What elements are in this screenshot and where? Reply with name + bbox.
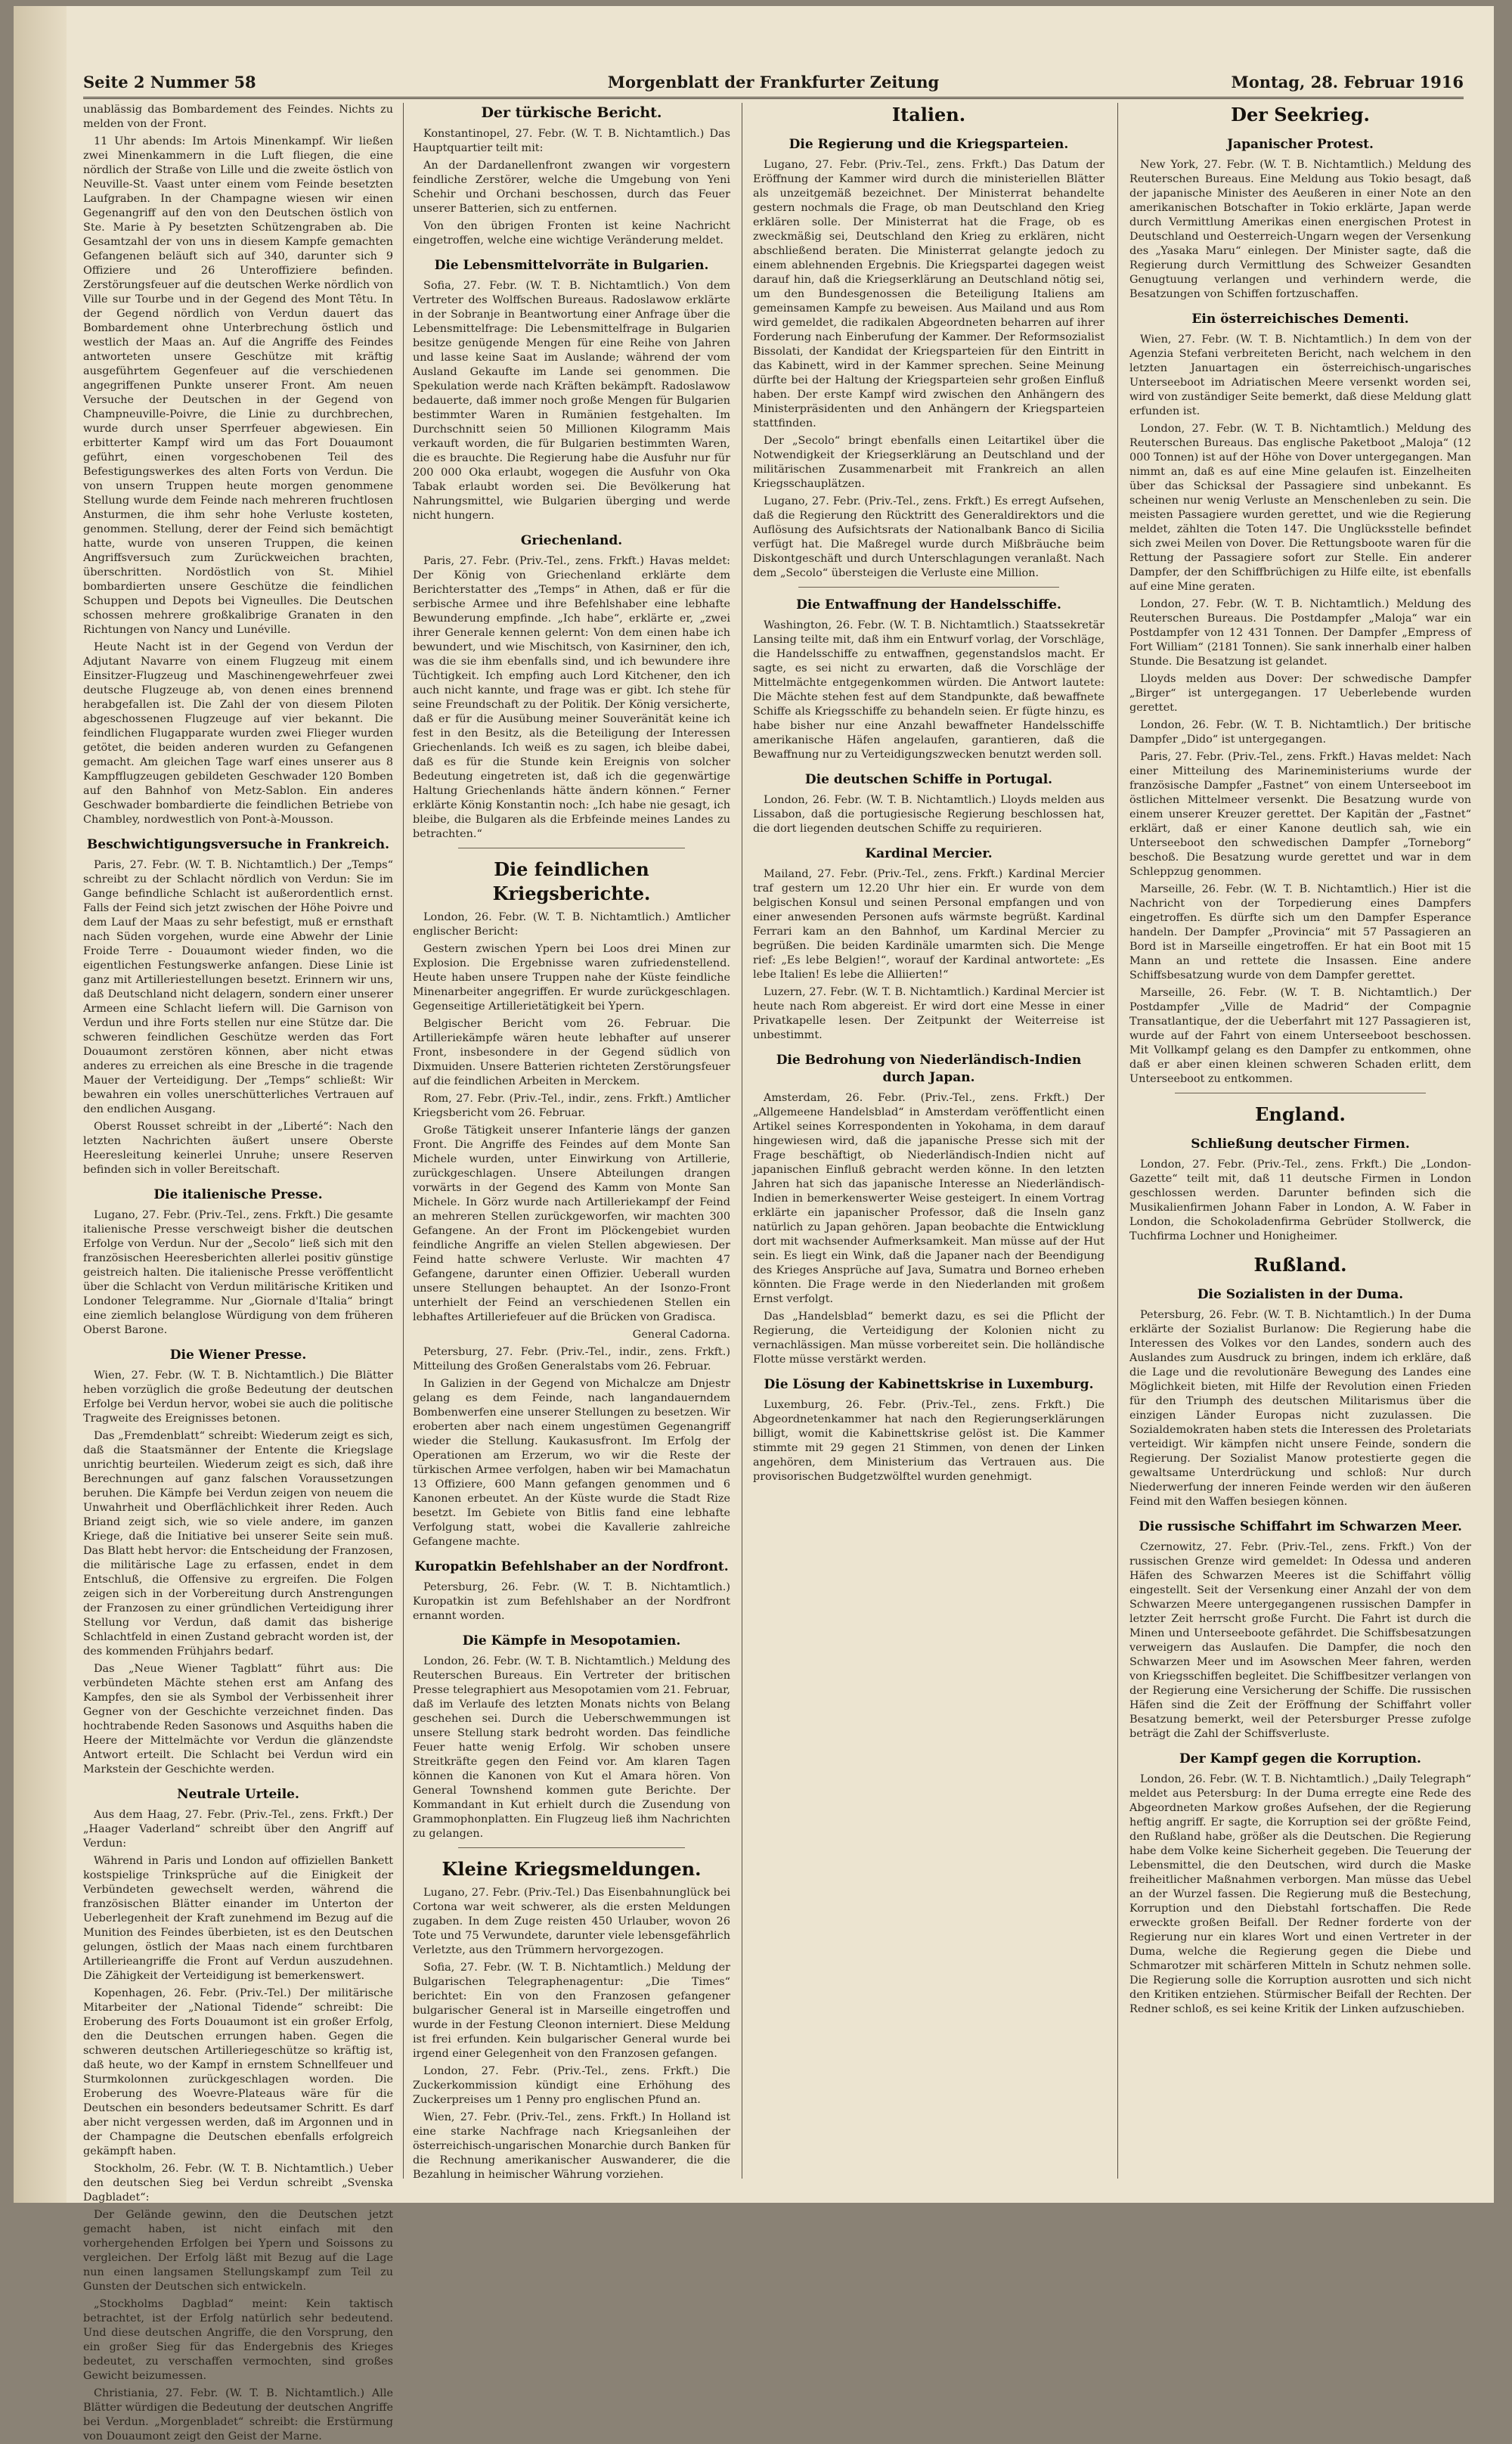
article-heading: Die Lebensmittelvorräte in Bulgarien. — [434, 258, 709, 273]
article-subheading: Schließung deutscher Firmen. — [1191, 1137, 1410, 1152]
article-heading: Griechenland. — [520, 533, 623, 548]
article-paragraph: Kopenhagen, 26. Febr. (Priv.-Tel.) Der militärische Mitarbeiter der „National Tidende“ schreibt: Die Eroberung des Forts Douaumont ist ein großer Erfolg, den die Deutschen errungen haben. Gegen die schweren deutschen Artilleriegeschütze so kräftig ist, daß heute, wo der Kampf in ernstem Schnellfeuer und Sturmkolonnen zurückgeschlagen worden. Die Eroberung des Woevre-Plateaus wäre für die Deutschen ein besonders bedeutsamer Schritt. Es darf aber nicht vergessen werden, daß im Argonnen und in der Champagne die Deutschen ebenfalls erfolgreich gekämpft haben. — [83, 1987, 393, 2157]
article-paragraph: Wien, 27. Febr. (Priv.-Tel., zens. Frkft.) In Holland ist eine starke Nachfrage nach Kriegsanleihen der österreichisch-ungarischen Monarchie durch Banken für die Rechnung amerikanischer Auswanderer, die die Bezahlung in heimischer Währung vorziehen. — [413, 2111, 730, 2181]
article-paragraph: Konstantinopel, 27. Febr. (W. T. B. Nichtamtlich.) Das Hauptquartier teilt mit: — [413, 128, 730, 154]
article-paragraph: Rom, 27. Febr. (Priv.-Tel., indir., zens. Frkft.) Amtlicher Kriegsbericht vom 26. Februar. — [413, 1093, 730, 1119]
article-paragraph: London, 27. Febr. (Priv.-Tel., zens. Frkft.) Die „London-Gazette“ teilt mit, daß 11 deutsche Firmen in London geschlossen werden. Darunter befinden sich die Musikalienfirmen Johann Faber in London, A. W. Faber in London, die Schokoladenfirma Gebrüder Stollwerck, die Tuchfirma Lochner und Honigheimer. — [1129, 1158, 1471, 1242]
article-paragraph: Gestern zwischen Ypern bei Loos drei Minen zur Explosion. Die Ergebnisse waren zufriedenstellend. Heute haben unsere Truppen nahe der Küste feindliche Minenarbeiter angegriffen. Er wurde zurückgeschlagen. Gegenseitige Artillerietätigkeit bei Ypern. — [413, 943, 730, 1013]
article-paragraph: Petersburg, 26. Febr. (W. T. B. Nichtamtlich.) In der Duma erklärte der Sozialist Burlanow: Die Regierung habe die Interessen des Volkes vor den Landes, sondern auch des Auslandes zum Ausdruck zu bringen, indem ich erkläre, daß die Lage und die revolutionäre Bewegung des Landes eine Möglichkeit bieten, mit Hilfe der Revolution einen Frieden für den Triumph des deutschen Militarismus über die einzigen Länder Europas nicht zuzulassen. Die Sozialdemokraten haben stets die Interessen des Proletariats verteidigt. Wir kämpfen nicht unsere Feinde, sondern die Regierung. Der Sozialist Manow protestierte gegen die gewaltsame Unterdrückung und schloß: Nur durch Niederwerfung der inneren Feinde werden wir den äußeren Feind mit den Waffen besiegen können. — [1129, 1309, 1471, 1508]
article-heading: Der Seekrieg. — [1231, 104, 1370, 126]
article-paragraph: „Stockholms Dagblad“ meint: Kein taktisch betrachtet, ist der Erfolg natürlich sehr bedeutend. Und diese deutschen Angriffe, die den Vorsprung, den ein großer Sieg für das Endergebnis des Krieges bedeutet, zu verschaffen vermochten, sind großes Gewicht beizumessen. — [83, 2298, 393, 2382]
article-paragraph: London, 27. Febr. (Priv.-Tel., zens. Frkft.) Die Zuckerkommission kündigt eine Erhöhung des Zuckerpreises um 1 Penny pro englischen Pfund an. — [413, 2065, 730, 2106]
article-paragraph: Wien, 27. Febr. (W. T. B. Nichtamtlich.) Die Blätter heben vorzüglich die große Bedeutung der deutschen Erfolge bei Verdun hervor, wobei sie auch die politische Tragweite des Ereignisses betonen. — [83, 1369, 393, 1425]
article-paragraph: Paris, 27. Febr. (W. T. B. Nichtamtlich.) Der „Temps“ schreibt zu der Schlacht nördlich von Verdun: Sie im Gange befindliche Schlacht ist außerordentlich ernst. Falls der Feind sich jetzt zwischen der Höhe Poivre und dem Lauf der Maas zu sehr befestigt, muß er ernsthaft nach Süden vorgehen, wurde eine Abwehr der Linie Froide Terre - Douaumont wieder finden, wo die eigentlichen Festungswerke anfangen. Diese Linie ist ganz mit Artilleriestellungen besetzt. Erinnern wir uns, daß Deutschland nicht delagern, sondern einer unserer Armeen eine Schlacht liefern will. Die Garnison von Verdun und ihre Forts stellen nur eine Stütze dar. Die schweren feindlichen Geschütze werden das Fort Douaumont zerstören können, aber nicht etwas anderes zu erreichen als eine Bresche in die tragende Mauer der Verteidigung. Der „Temps“ schließt: Wir bewahren ein volles unerschütterliches Vertrauen auf den endlichen Ausgang. — [83, 859, 393, 1115]
section-divider — [458, 1847, 685, 1848]
article-paragraph: Washington, 26. Febr. (W. T. B. Nichtamtlich.) Staatssekretär Lansing teilte mit, daß ihm ein Entwurf vorlag, der Vorschläge, die Handelsschiffe zu entwaffnen, gegenstandslos macht. Er sagte, es sei nicht zu erwarten, daß die Vorschläge der Mittelmächte entgegenkommen würden. Die Antwort lautete: Die Mächte stehen fest auf dem Standpunkte, daß bewaffnete Schiffe als Kriegsschiffe zu behandeln seien. Er fügte hinzu, es habe bisher nur eine Anzahl bewaffneter Handelsschiffe amerikanische Häfen angelaufen, garantieren, daß die Bewaffnung nur zu Verteidigungszwecken benutzt werden soll. — [753, 619, 1105, 761]
article-heading: Die Kämpfe in Mesopotamien. — [462, 1633, 681, 1648]
article-heading: Die russische Schiffahrt im Schwarzen Meer. — [1139, 1519, 1462, 1534]
column-rule — [1117, 103, 1118, 2179]
article-heading: England. — [1255, 1103, 1346, 1125]
article-paragraph: Das „Fremdenblatt“ schreibt: Wiederum zeigt es sich, daß die Staatsmänner der Entente die Kriegslage unrichtig beurteilen. Wiederum zeigt es sich, daß ihre Berechnungen auf ganz falschen Voraussetzungen beruhen. Die Kämpfe bei Verdun zeigen von neuem die Unwahrheit und Oberflächlichkeit ihrer Reden. Auch Briand zeigt sich, wie so viele andere, im ganzen Kriege, daß die Initiative bei unserer Seite sein muß. Das Blatt hebt hervor: die Entscheidung der Franzosen, die militärische Lage zu erfassen, endet in dem Entschluß, die Offensive zu ergreifen. Die Folgen zeigen sich in der Vorbereitung durch Anstrengungen der Franzosen zu einer gründlichen Verteidigung ihrer Stellung vor Verdun, daß damit das bisherige Schlachtfeld in einen Zustand gebracht worden ist, der des kommenden Frühjahrs bedarf. — [83, 1430, 393, 1658]
article-paragraph: Mailand, 27. Febr. (Priv.-Tel., zens. Frkft.) Kardinal Mercier traf gestern um 12.20 Uhr hier ein. Er wurde von dem belgischen Konsul und seinen Personal empfangen und von einer anwesenden Personen aufs wärmste begrüßt. Kardinal Ferrari kam an den Bahnhof, um Kardinal Mercier zu begrüßen. Die beiden Kardinäle umarmten sich. Die Menge rief: „Es lebe Belgien!“, worauf der Kardinal antwortete: „Es lebe Italien! Es lebe die Alliierten!“ — [753, 868, 1105, 981]
article-subheading: Die Sozialisten in der Duma. — [1197, 1287, 1404, 1302]
article-paragraph: Paris, 27. Febr. (Priv.-Tel., zens. Frkft.) Havas meldet: Der König von Griechenland erklärte dem Berichterstatter des „Temps“ in Athen, daß er für die serbische Armee und ihre Befehlshaber eine lebhafte Bewunderung empfinde. „Ich habe“, erklärte er, „zwei ihrer Generale kennen gelernt: Von dem einen habe ich bewundert, und wie Mischitsch, von Kasirniner, den ich, was die sie ihm ebenfalls sind, und ich bewundere ihre Tüchtigkeit. Ich empfing auch Lord Kitchener, den ich auch nicht kannte, und frage was er gibt. Ich stehe für seine Freundschaft zu der Politik. Der König versicherte, daß er für die Ausübung meiner Souveränität keine ich fest in den Besitz, als die Beteiligung der Interessen Griechenlands. Ich weiß es zu sagen, ich bleibe dabei, daß es für die Stunde kein Ereignis von solcher Bedeutung eingetreten ist, daß ich die gegenwärtige Haltung Griechenlands hätte ändern können.“ Ferner erklärte König Konstantin noch: „Ich habe nie gesagt, ich bleibe, die Bulgaren als die Erbfeinde meines Landes zu betrachten.“ — [413, 555, 730, 840]
article-paragraph: Der Gelände gewinn, den die Deutschen jetzt gemacht haben, ist nicht einfach mit den vorhergehenden Erfolgen bei Ypern und Soissons zu vergleichen. Der Erfolg läßt mit Bezug auf die Lage nun einen langsamen Stellungskampf zum Teil zu Gunsten der Deutschen sich entwickeln. — [83, 2209, 393, 2293]
article-paragraph: Aus dem Haag, 27. Febr. (Priv.-Tel., zens. Frkft.) Der „Haager Vaderland“ schreibt über den Angriff auf Verdun: — [83, 1809, 393, 1850]
article-paragraph: Von den übrigen Fronten ist keine Nachricht eingetroffen, welche eine wichtige Veränderung meldet. — [413, 220, 730, 247]
article-paragraph: London, 26. Febr. (W. T. B. Nichtamtlich.) Meldung des Reuterschen Bureaus. Ein Vertreter der britischen Presse telegraphiert aus Mesopotamien vom 21. Februar, daß im Verlaufe des letzten Monats nichts von Belang geschehen sei. Durch die Ueberschwemmungen ist unsere Stellung stark bedroht worden. Das feindliche Feuer hatte wenig Erfolg. Wir schoben unsere Streitkräfte gegen den Feind vor. Am klaren Tagen können die Kanonen von Kut el Amara hören. Von General Townshend kommen gute Berichte. Der Kommandant in Kut erhielt durch die Zusendung von Grammophonplatten. Ein Flugzeug ließ ihm Nachrichten zu gelangen. — [413, 1655, 730, 1840]
article-paragraph: Belgischer Bericht vom 26. Februar. Die Artilleriekämpfe wären heute lebhafter auf unserer Front, insbesondere in der Gegend südlich von Dixmuiden. Unsere Batterien richteten Zerstörungsfeuer auf die feindlichen Arbeiten in Merckem. — [413, 1018, 730, 1087]
article-heading: Die Entwaffnung der Handelsschiffe. — [796, 597, 1061, 613]
article-paragraph: Wien, 27. Febr. (W. T. B. Nichtamtlich.) In dem von der Agenzia Stefani verbreiteten Bericht, nach welchem in den letzten Januartagen ein österreichisch-ungarisches Unterseeboot im Adriatischen Meere versenkt worden sei, wird von zuständiger Seite bemerkt, daß diese Meldung glatt erfunden ist. — [1129, 333, 1471, 417]
article-heading: Kuropatkin Befehlshaber an der Nordfront. — [414, 1559, 729, 1574]
article-paragraph: Das „Neue Wiener Tagblatt“ führt aus: Die verbündeten Mächte stehen erst am Anfang des Kampfes, den sie als Symbol der Verbissenheit ihrer Gegner von der Geschichte verzeichnet finden. Das hochtrabende Reden Sasonows und Asquiths haben die Heere der Mittelmächte vor Verdun die glänzendste Antwort erteilt. Die Schlacht bei Verdun wird ein Markstein der Geschichte werden. — [83, 1663, 393, 1776]
article-paragraph: unablässig das Bombardement des Feindes. Nichts zu melden von der Front. — [83, 104, 393, 130]
article-paragraph: Heute Nacht ist in der Gegend von Verdun der Adjutant Navarre von einem Flugzeug mit einem Einsitzer-Flugzeug und Maschinengewehrfeuer zwei deutsche Flugzeuge ab, von denen eines brennend herabgefallen ist. Die Zahl der von diesem Piloten abgeschossenen Flugzeuge auf vier bekannt. Die feindlichen Flugapparate wurden zwei Flieger wurden getötet, die beiden anderen wurden zu Gefangenen gemacht. Am gleichen Tage warf eines unserer aus 8 Kampfflugzeugen gebildeten Geschwader 120 Bomben auf den Bahnhof von Metz-Sablon. Ein anderes Geschwader bombardierte die feindlichen Betriebe von Chambley, nordwestlich von Pont-à-Mousson. — [83, 641, 393, 826]
article-heading: Die Bedrohung von Niederländisch-Indien durch Japan. — [776, 1053, 1082, 1085]
column-4 — [1129, 103, 1471, 2179]
article-paragraph: Der „Secolo“ bringt ebenfalls einen Leitartikel über die Notwendigkeit der Kriegserklärung an Deutschland und der militärischen Zusammenarbeit mit Frankreich an allen Kriegsschauplätzen. — [753, 435, 1105, 490]
article-heading: Kardinal Mercier. — [865, 846, 993, 861]
article-heading: Beschwichtigungsversuche in Frankreich. — [86, 837, 390, 852]
article-heading: Die italienische Presse. — [153, 1187, 323, 1202]
article-paragraph: Während in Paris und London auf offiziellen Bankett kostspielige Trinksprüche auf die Einigkeit der Verbündeten gewechselt werden, während die französischen Blätter einander im Unterton der Ueberlegenheit der Kraft zunehmend im Bezug auf die Munition des Feindes überbieten, ist es den Deutschen gelungen, östlich der Maas nach einem furchtbaren Artillerieangriffe die Front auf Verdun auszudehnen. Die Zähigkeit der Verteidigung ist bemerkenswert. — [83, 1855, 393, 1982]
article-heading: Rußland. — [1253, 1254, 1347, 1276]
article-heading: Kleine Kriegsmeldungen. — [442, 1858, 702, 1880]
article-paragraph: An der Dardanellenfront zwangen wir vorgestern feindliche Zerstörer, welche die Umgebung von Yeni Schehir und Orchani beschossen, durch das Feuer unserer Batterien, sich zu entfernen. — [413, 160, 730, 215]
page-number: Seite 2 Nummer 58 — [83, 73, 256, 91]
article-paragraph: Stockholm, 26. Febr. (W. T. B. Nichtamtlich.) Ueber den deutschen Sieg bei Verdun schreibt „Svenska Dagbladet“: — [83, 2163, 393, 2204]
article-paragraph: In Galizien in der Gegend von Michalcze am Dnjestr gelang es dem Feinde, nach langandauerndem Bombenwerfen eine unserer Stellungen zu besetzen. Wir eroberten aber nach einem ungestümen Gegenangriff wieder die Stellung. Kaukasusfront. Im Erfolg der Operationen am Erzerum, wo wir die Reste der türkischen Armee verfolgen, haben wir bei Mamachatun 13 Offiziere, 600 Mann gefangen genommen und 6 Kanonen erbeutet. An der Küste wurde die Stadt Rize besetzt. Im Gebiete von Bitlis fand eine lebhafte Verfolgung statt, wobei die Kavallerie zahlreiche Gefangene machte. — [413, 1378, 730, 1548]
masthead: Morgenblatt der Frankfurter Zeitung — [607, 73, 940, 91]
page-spine-shadow — [14, 6, 67, 2203]
column-2 — [413, 103, 730, 2179]
article-paragraph: London, 26. Febr. (W. T. B. Nichtamtlich.) „Daily Telegraph“ meldet aus Petersburg: In der Duma erregte eine Rede des Abgeordneten Markow großes Aufsehen, der die Regierung heftig angriff. Er sagte, die Korruption sei der größte Feind, den Rußland habe, größer als die Deutschen. Die Regierung habe dem Volke keine Sicherheit gegeben. Die Teuerung der Lebensmittel, die den Deutschen, wird durch die Maske freiheitlicher Maßnahmen verborgen. Man müsse das Uebel an der Wurzel fassen. Die Regierung muß die Bestechung, Korruption und den Diebstahl fortschaffen. Die Rede erweckte großen Beifall. Der Redner forderte von der Regierung nur ein klares Wort und einen Vertreter in der Duma, welche die Regierung gegen die Diebe und Schmarotzer mit schärferen Mitteln in Schutz nehmen solle. Die Regierung solle die Korruption ausrotten und sich nicht den Kritiken entziehen. Stürmischer Beifall der Rechten. Der Redner schloß, es sei keine Kritik der Linken aufzuschieben. — [1129, 1773, 1471, 2015]
article-paragraph: Lugano, 27. Febr. (Priv.-Tel., zens. Frkft.) Die gesamte italienische Presse verschweigt bisher die deutschen Erfolge von Verdun. Nur der „Secolo“ ließ sich mit den französischen Heeresberichten allerlei positiv günstige geistreich halten. Die italienische Presse veröffentlicht über die Schlacht von Verdun militärische Kritiken und Londoner Telegramme. Nur „Giornale d'Italia“ bringt eine ziemlich belanglose Würdigung von dem früheren Oberst Barone. — [83, 1209, 393, 1336]
article-paragraph: Das „Handelsblad“ bemerkt dazu, es sei die Pflicht der Regierung, die Verteidigung der Kolonien nicht zu vernachlässigen. Man müsse vorbereitet sein. Die holländische Flotte müsse verstärkt werden. — [753, 1310, 1105, 1366]
article-paragraph: London, 26. Febr. (W. T. B. Nichtamtlich.) Amtlicher englischer Bericht: — [413, 911, 730, 938]
article-paragraph: Große Tätigkeit unserer Infanterie längs der ganzen Front. Die Angriffe des Feindes auf dem Monte San Michele wurden, unter Einwirkung von Artillerie, zurückgeschlagen. Unsere Abteilungen drangen vorwärts in der Gegend des Kamm von Monte San Michele. In Görz wurde nach Artilleriekampf der Feind an mehreren Stellen zurückgeworfen, wir machten 300 Gefangene. An der Front im Plöckengebiet wurden feindliche Angriffe an vielen Stellen abgewiesen. Der Feind hatte schwere Verluste. Wir machten 47 Gefangene, darunter einen Offizier. Ueberall wurden unsere Stellungen behauptet. An der Isonzo-Front unterhielt der Feind an verschiedenen Stellen ein lebhaftes Artilleriefeuer auf die Brücken von Gradisca. — [413, 1124, 730, 1323]
article-paragraph: Petersburg, 26. Febr. (W. T. B. Nichtamtlich.) Kuropatkin ist zum Befehlshaber an der Nordfront ernannt worden. — [413, 1581, 730, 1622]
article-paragraph: Czernowitz, 27. Febr. (Priv.-Tel., zens. Frkft.) Von der russischen Grenze wird gemeldet: In Odessa und anderen Häfen des Schwarzen Meeres ist die Schiffahrt völlig eingestellt. Seit der Versenkung einer Anzahl der von dem Schwarzen Meere untergegangenen russischen Dampfer in letzter Zeit herrscht große Furcht. Die Fahrt ist durch die Minen und Unterseeboote gefährdet. Die Schiffsbesatzungen verweigern das Auslaufen. Die Dampfer, die noch den Schwarzen Meer und im Asowschen Meer fahren, werden von Kriegsschiffen begleitet. Die Schiffbesitzer verlangen von der Regierung eine Versicherung der Schiffe. Die russischen Häfen sind die Zeit der Eröffnung der Schiffahrt voller Besatzung bemerkt, weil der Petersburger Presse zufolge beträgt die Zahl der Schiffsverluste. — [1129, 1541, 1471, 1740]
article-subheading: Japanischer Protest. — [1227, 137, 1374, 152]
article-heading: Die Lösung der Kabinettskrise in Luxemburg. — [764, 1377, 1094, 1392]
issue-date: Montag, 28. Februar 1916 — [1231, 73, 1464, 91]
article-heading: Italien. — [891, 104, 966, 126]
article-paragraph: Lloyds melden aus Dover: Der schwedische Dampfer „Birger“ ist untergegangen. 17 Ueberlebende wurden gerettet. — [1129, 673, 1471, 714]
newspaper-page — [14, 6, 1494, 2442]
article-heading: Neutrale Urteile. — [177, 1787, 299, 1802]
article-paragraph: Christiania, 27. Febr. (W. T. B. Nichtamtlich.) Alle Blätter würdigen die Bedeutung der deutschen Angriffe bei Verdun. „Morgenbladet“ schreibt: die Erstürmung von Douaumont zeigt den Geist der Marne. — [83, 2387, 393, 2442]
article-paragraph: Marseille, 26. Febr. (W. T. B. Nichtamtlich.) Der Postdampfer „Ville de Madrid“ der Compagnie Transatlantique, der die Ueberfahrt mit 127 Passagieren ist, wurde auf der Fahrt von einem Unterseeboot beschossen. Mit Vollkampf gelang es den Dampfer zu entkommen, ohne daß er aber einen kleinen schweren Schaden erlitt, dem Unterseeboot zu entkommen. — [1129, 987, 1471, 1085]
article-paragraph: London, 26. Febr. (W. T. B. Nichtamtlich.) Lloyds melden aus Lissabon, daß die portugiesische Regierung beschlossen hat, die dort liegenden deutschen Schiffe zu requirieren. — [753, 794, 1105, 835]
article-paragraph: London, 27. Febr. (W. T. B. Nichtamtlich.) Meldung des Reuterschen Bureaus. Das englische Paketboot „Maloja“ (12 000 Tonnen) ist auf der Höhe von Dover untergegangen. Man nimmt an, daß es auf eine Mine gelaufen ist. Einzelheiten über das Schicksal der Passagiere sind unbekannt. Es scheinen nur wenig Verluste an Menschenleben zu sein. Die meisten Passagiere wurden gerettet, und wie die Regierung meldet, zählten die Toten 147. Die Unglücksstelle befindet sich zwei Meilen von Dover. Die Rettungsboote waren für die Rettung der Passagiere sofort zur Stelle. Ein anderer Dampfer, der den Schiffbrüchigen zu Hilfe eilte, ist ebenfalls auf eine Mine geraten. — [1129, 423, 1471, 593]
article-paragraph: Marseille, 26. Febr. (W. T. B. Nichtamtlich.) Hier ist die Nachricht von der Torpedierung eines Dampfers eingetroffen. Es dürfte sich um den Dampfer Esperance handeln. Der Dampfer „Provincia“ mit 57 Passagieren an Bord ist in Marseille eingetroffen. Er hat ein Boot mit 15 Mann an und rettete die Insassen. Eine andere Schiffsbesatzung wurde von dem Dampfer gerettet. — [1129, 883, 1471, 982]
article-paragraph: Lugano, 27. Febr. (Priv.-Tel., zens. Frkft.) Das Datum der Eröffnung der Kammer wird durch die ministeriellen Blätter als unzeitgemäß bezeichnet. Der Ministerrat behandelte gestern nochmals die Frage, ob man Deutschland den Krieg erklären solle. Der Ministerrat hat die Frage, ob es zweckmäßig sei, Deutschland den Krieg zu erklären, nicht abschließend beraten. Die Ministerrat gelangte jedoch zu einem ablehnenden Ergebnis. Die Kriegspartei dagegen weist darauf hin, daß die Kriegserklärung an Deutschland nötig sei, um den Bundesgenossen die Beteiligung Italiens am gemeinsamen Kampfe zu beweisen. Aus Mailand und aus Rom wird gemeldet, die radikalen Abgeordneten beharren auf ihrer Forderung nach Einberufung der Kammer. Der Reformsozialist Bissolati, der Kandidat der Kriegsparteien für den Eintritt in das Kabinett, wird in der Kammer sprechen. Seine Meinung dürfte bei der Haltung der Kriegsparteien sehr großen Einfluß haben. Der erste Kampf wird zwischen den Anhängern des Ministerpräsidenten und den Anhängern der Kriegsparteien stattfinden. — [753, 159, 1105, 430]
article-paragraph: Oberst Rousset schreibt in der „Liberté“: Nach den letzten Nachrichten äußert unsere Oberste Heeresleitung keinerlei Unruhe; unsere Reserven befinden sich in voller Bereitschaft. — [83, 1121, 393, 1176]
article-paragraph: Paris, 27. Febr. (Priv.-Tel., zens. Frkft.) Havas meldet: Nach einer Mitteilung des Marineministeriums wurde der französische Dampfer „Fastnet“ von einem Unterseeboot im östlichen Mittelmeer versenkt. Die Besatzung wurde von einem unserer Kreuzer gerettet. Der Kapitän der „Fastnet“ erklärt, daß er einer Kanone deutlich sah, wie ein Unterseeboot den schwedischen Dampfer „Torneborg“ beschoß. Die Besatzung wurde gerettet und war in dem Schleppzug genommen. — [1129, 751, 1471, 878]
article-heading: Die feindlichen Kriegsberichte. — [492, 858, 651, 904]
article-heading: Der Kampf gegen die Korruption. — [1179, 1751, 1421, 1766]
article-subheading: Die Regierung und die Kriegsparteien. — [789, 137, 1069, 152]
column-rule — [403, 103, 404, 2179]
article-paragraph: Lugano, 27. Febr. (Priv.-Tel.) Das Eisenbahnunglück bei Cortona war weit schwerer, als die ersten Meldungen zugaben. In dem Zuge reisten 450 Urlauber, wovon 26 Tote und 75 Verwundete, darunter viele lebensgefährlich Verletzte, aus den Trümmern hervorgezogen. — [413, 1887, 730, 1956]
article-paragraph: Lugano, 27. Febr. (Priv.-Tel., zens. Frkft.) Es erregt Aufsehen, daß die Regierung den Rücktritt des Generaldirektors und die Auflösung des Aufsichtsrats der Nationalbank Banco di Sicilia verfügt hat. Die Maßregel wurde durch Mißbräuche beim Diskontgeschäft und durch Unterschlagungen veranlaßt. Nach dem „Secolo“ übersteigen die Verluste eine Million. — [753, 495, 1105, 579]
article-paragraph: New York, 27. Febr. (W. T. B. Nichtamtlich.) Meldung des Reuterschen Bureaus. Eine Meldung aus Tokio besagt, daß der japanische Minister des Aeußeren in einer Note an den amerikanischen Botschafter in Tokio erklärte, Japan werde durch Vermittlung Amerikas einen energischen Protest in Deutschland und Oesterreich-Ungarn wegen der Versenkung des „Yasaka Maru“ einlegen. Der Minister sagte, daß die Regierung durch Vermittlung des Schweizer Gesandten Genugtuung verlangen und verhindern werde, die Besatzungen von Schiffen fortzuschaffen. — [1129, 159, 1471, 300]
article-paragraph: Sofia, 27. Febr. (W. T. B. Nichtamtlich.) Meldung der Bulgarischen Telegraphenagentur: „Die Times“ berichtet: Ein von den Franzosen gefangener bulgarischer General ist in Marseille eingetroffen und wurde in der Festung Cleonon interniert. Diese Meldung ist frei erfunden. Kein bulgarischer General wurde bei irgend einer Gelegenheit von den Franzosen gefangen. — [413, 1962, 730, 2060]
article-paragraph: 11 Uhr abends: Im Artois Minenkampf. Wir ließen zwei Minenkammern in die Luft fliegen, die eine nördlich der Straße von Lille und die zweite östlich von Neuville-St. Vaast unter einem vom Feinde besetzten Laufgraben. In der Champagne wiesen wir einen Gegenangriff auf den von den Deutschen östlich von Ste. Marie à Py besetzten Schützengraben ab. Die Gesamtzahl der von uns in diesem Kampfe gemachten Gefangenen beläuft sich auf 340, darunter sich 9 Offiziere und 26 Unteroffiziere befinden. Zerstörungsfeuer auf die deutschen Werke nördlich von Ville sur Tourbe und in der Gegend des Mont Têtu. In der Gegend nördlich von Verdun dauert das Bombardement ohne Unterbrechung östlich und westlich der Maas an. Auf die Angriffe des Feindes antworteten unsere Geschütze mit kräftig ausgeführtem Gegenfeuer auf die verschiedenen angegriffenen Punkte unserer Front. Am neuen Versuche der Deutschen in der Gegend von Champneuville-Poivre, die Linie zu durchbrechen, wurde durch unser Sperrfeuer abgewiesen. Ein erbitterter Kampf wird um das Fort Douaumont geführt, einen vorgeschobenen Teil des Befestigungswerkes des alten Forts von Verdun. Die von unsern Truppen heute morgen genommene Stellung wurde dem Feinde nach mehreren fruchtlosen Ansturmen, die ihm sehr hohe Verluste kosteten, genommen. Stellung, derer der Feind sich bemächtigt hatte, wurde von unseren Truppen, die keinen Angriffsversuch zum Zurückweichen brachten, überschritten. Nordöstlich von St. Mihiel bombardierten unsere Geschütze die feindlichen Schuppen und Depots bei Vigneulles. Die Deutschen schossen mehrere großkalibrige Granaten in den Richtungen von Nancy und Lunéville. — [83, 135, 393, 636]
article-paragraph: Luxemburg, 26. Febr. (Priv.-Tel., zens. Frkft.) Die Abgeordnetenkammer hat nach den Regierungserklärungen billigt, womit die Kabinettskrise gelöst ist. Die Kammer stimmte mit 29 gegen 21 Stimmen, von denen der Linken angehören, dem Ministerium das Vertrauen aus. Die provisorischen Budgetzwölftel wurden genehmigt. — [753, 1399, 1105, 1483]
article-paragraph: London, 27. Febr. (W. T. B. Nichtamtlich.) Meldung des Reuterschen Bureaus. Die Postdampfer „Maloja“ war ein Postdampfer von 12 431 Tonnen. Der Dampfer „Empress of Fort William“ (2181 Tonnen). Sie sank innerhalb einer halben Stunde. Die Besatzung ist gelandet. — [1129, 598, 1471, 668]
article-paragraph: Sofia, 27. Febr. (W. T. B. Nichtamtlich.) Von dem Vertreter des Wolffschen Bureaus. Radoslawow erklärte in der Sobranje in Beantwortung einer Anfrage über die Lebensmittelfrage: Die Lebensmittelfrage in Bulgarien besitze genügende Mengen für eine Reihe von Jahren und lasse keine Saat im Auslande; während der vom Ausland Gekaufte im Lande sei genommen. Die Spekulation werde nach Kräften bekämpft. Radoslawow bedauerte, daß immer noch große Mengen für Bulgarien bestimmter Waren in Rumänien festgehalten. Im Durchschnitt seien 50 Millionen Kilogramm Mais verkauft worden, die für Bulgarien bestimmten Waren, die es brauchte. Die Regierung habe die Ausfuhr nur für 200 000 Oka erlaubt, wogegen die Ausfuhr von Oka Tabak erlaubt worden sei. Die Bevölkerung hat Nahrungsmittel, wie Bulgarien überging und werde nicht hungern. — [413, 280, 730, 522]
column-1 — [83, 103, 393, 2442]
article-signature: General Cadorna. — [632, 1329, 730, 1341]
section-divider — [798, 587, 1059, 588]
column-3 — [753, 103, 1105, 2179]
article-paragraph: London, 26. Febr. (W. T. B. Nichtamtlich.) Der britische Dampfer „Dido“ ist untergegangen. — [1129, 719, 1471, 746]
article-heading: Die deutschen Schiffe in Portugal. — [804, 772, 1053, 787]
article-paragraph: Luzern, 27. Febr. (W. T. B. Nichtamtlich.) Kardinal Mercier ist heute nach Rom abgereist. Er wird dort eine Messe in einer Privatkapelle lesen. Der Zeitpunkt der Weiterreise ist unbestimmt. — [753, 986, 1105, 1041]
page-header — [83, 68, 1464, 99]
article-paragraph: Petersburg, 27. Febr. (Priv.-Tel., indir., zens. Frkft.) Mitteilung des Großen Generalstabs vom 26. Februar. — [413, 1346, 730, 1372]
article-heading: Der türkische Bericht. — [481, 104, 662, 121]
article-paragraph: Amsterdam, 26. Febr. (Priv.-Tel., zens. Frkft.) Der „Allgemeene Handelsblad“ in Amsterdam veröffentlicht einen Artikel seines Korrespondenten in Yokohama, in dem darauf hingewiesen wird, daß die japanische Presse sich mit der Frage beschäftigt, ob Niederländisch-Indien nicht auf japanischen Einfluß gebracht werden könne. In den letzten Jahren hat sich das japanische Interesse an Niederländisch-Indien in bemerkenswerter Weise gesteigert. In einem Vortrag erklärte ein japanischer Professor, daß die Inseln ganz natürlich zu Japan gehören. Japan beobachte die Entwicklung dort mit wachsender Aufmerksamkeit. Man müsse auf der Hut sein. Es liegt ein Wink, daß die Japaner nach der Beendigung des Krieges Ansprüche auf Java, Sumatra und Borneo erheben könnten. Die Frage werde in den Niederlanden mit großem Ernst verfolgt. — [753, 1092, 1105, 1305]
article-heading: Ein österreichisches Dementi. — [1191, 312, 1409, 327]
article-heading: Die Wiener Presse. — [169, 1348, 307, 1363]
